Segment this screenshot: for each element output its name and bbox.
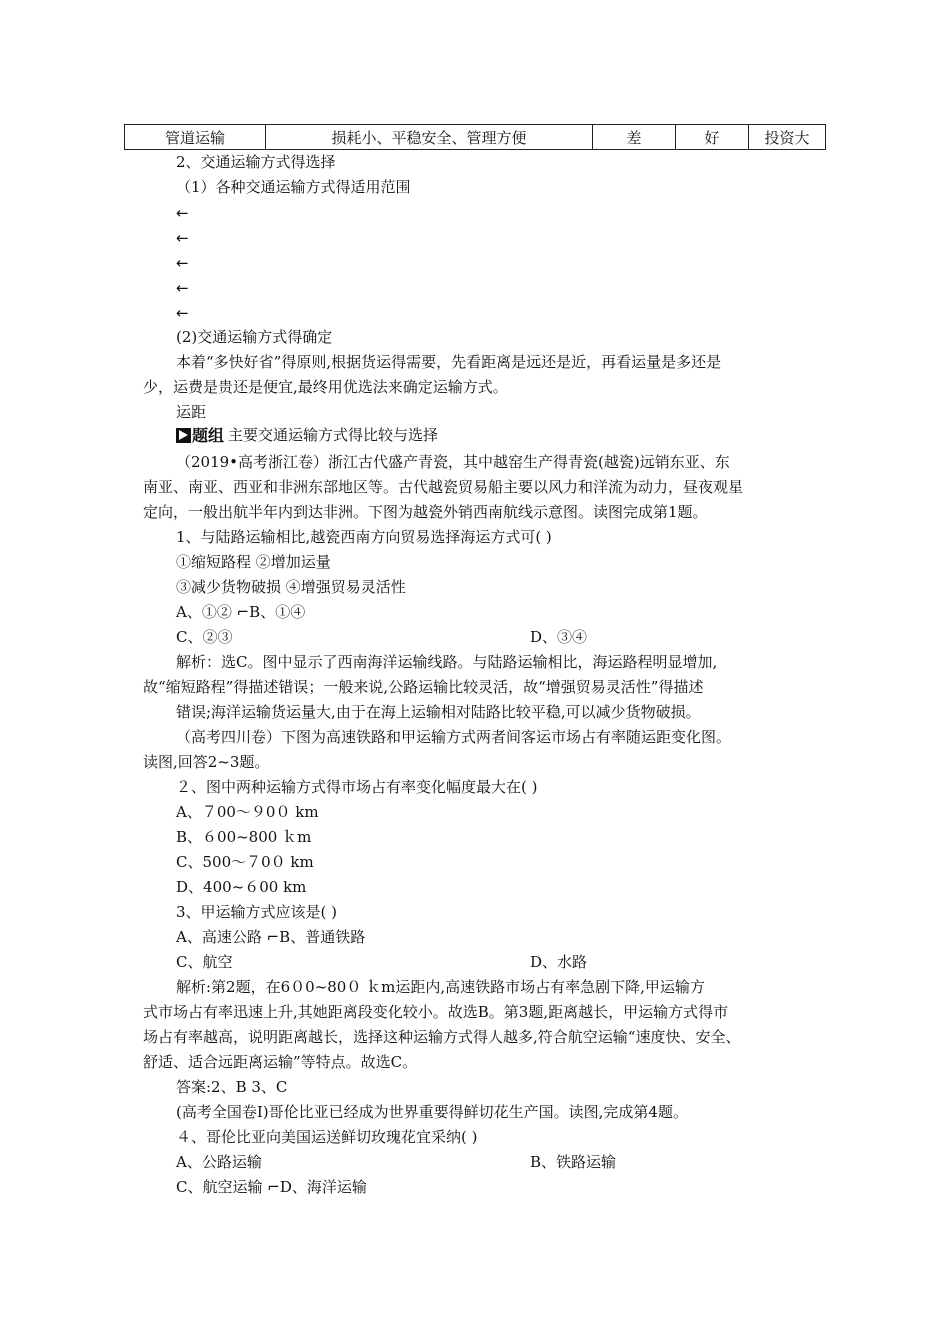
group-badge-label: 题组 xyxy=(192,426,225,445)
group-badge xyxy=(176,426,224,446)
question-intro: 定向，一般出航半年内到达非洲。下图为越瓷外销西南航线示意图。读图完成第1题。 xyxy=(143,503,708,521)
choice-ab: A、高速公路 ⌐B、普通铁路 xyxy=(176,928,366,946)
play-triangle-icon xyxy=(176,428,191,443)
table-cell-mode: 管道运输 xyxy=(125,125,266,150)
question-stem: 3、甲运输方式应该是( ) xyxy=(176,903,338,921)
paragraph-line: 少，运费是贵还是便宜,最终用优选法来确定运输方式。 xyxy=(143,378,508,396)
choice-c: C、航空 xyxy=(176,953,233,971)
table-cell-disadvantages: 投资大 xyxy=(749,125,826,150)
paragraph-line: 本着“多快好省”得原则,根据货运得需要，先看距离是远还是近，再看运量是多还是 xyxy=(176,353,722,371)
analysis-line: 解析:第2题，在6０0~80０ ｋm运距内,高速铁路市场占有率急剧下降,甲运输方 xyxy=(176,978,705,996)
question-intro: (高考全国卷Ⅰ)哥伦比亚已经成为世界重要得鲜切花生产国。读图,完成第4题。 xyxy=(176,1103,688,1121)
arrow-icon: ← xyxy=(176,279,189,297)
arrow-icon: ← xyxy=(176,204,189,222)
note-text: 运距 xyxy=(176,403,207,421)
arrow-icon: ← xyxy=(176,229,189,247)
question-intro: （2019•高考浙江卷）浙江古代盛产青瓷，其中越窑生产得青瓷(越瓷)远销东亚、东 xyxy=(176,453,730,471)
subheading-scope: （1）各种交通运输方式得适用范围 xyxy=(176,178,411,196)
option-row: ①缩短路程 ②增加运量 xyxy=(176,553,331,571)
choice-c: C、②③ xyxy=(176,628,233,646)
choice-d: D、水路 xyxy=(530,953,588,971)
question-stem: ４、哥伦比亚向美国运送鲜切玫瑰花宜采纳( ) xyxy=(176,1128,478,1146)
table-cell-flexibility: 差 xyxy=(593,125,676,150)
answer-line: 答案:2、B 3、C xyxy=(176,1078,288,1096)
analysis-line: 式市场占有率迅速上升,其她距离段变化较小。故选B。第3题,距离越长，甲运输方式得市 xyxy=(143,1003,729,1021)
choice-cd: C、航空运输 ⌐D、海洋运输 xyxy=(176,1178,367,1196)
choice-d: D、400~６00 km xyxy=(176,878,307,896)
choice-b: B、６00~800 ｋm xyxy=(176,828,312,846)
group-header xyxy=(176,425,438,446)
choice-c: C、500～７0０ km xyxy=(176,853,314,871)
analysis-line: 错误;海洋运输货运量大,由于在海上运输相对陆路比较平稳,可以减少货物破损。 xyxy=(176,703,701,721)
analysis-line: 舒适、适合远距离运输”等特点。故选C。 xyxy=(143,1053,418,1071)
analysis-line: 解析：选C。图中显示了西南海洋运输线路。与陆路运输相比，海运路程明显增加, xyxy=(176,653,718,671)
option-row: ③减少货物破损 ④增强贸易灵活性 xyxy=(176,578,406,596)
question-intro: 读图,回答2~3题。 xyxy=(143,753,270,771)
analysis-line: 场占有率越高，说明距离越长，选择这种运输方式得人越多,符合航空运输“速度快、安全、 xyxy=(143,1028,741,1046)
question-stem: 1、与陆路运输相比,越瓷西南方向贸易选择海运方式可( ) xyxy=(176,528,552,546)
arrow-icon: ← xyxy=(176,254,189,272)
group-title: 主要交通运输方式得比较与选择 xyxy=(228,426,439,444)
choice-ab: A、①② ⌐B、①④ xyxy=(176,603,306,621)
table-row xyxy=(125,125,826,150)
question-stem: ２、图中两种运输方式得市场占有率变化幅度最大在( ) xyxy=(176,778,538,796)
choice-a: A、７00～９0０ km xyxy=(176,803,319,821)
arrow-icon: ← xyxy=(176,304,189,322)
subheading-determine: (2)交通运输方式得确定 xyxy=(176,328,333,346)
choice-d: D、③④ xyxy=(530,628,588,646)
question-intro: 南亚、南亚、西亚和非洲东部地区等。古代越瓷贸易船主要以风力和洋流为动力，昼夜观星 xyxy=(143,478,744,496)
section-heading: 2、交通运输方式得选择 xyxy=(176,153,336,171)
table-cell-advantages: 损耗小、平稳安全、管理方便 xyxy=(266,125,593,150)
choice-b: B、铁路运输 xyxy=(530,1153,617,1171)
choice-a: A、公路运输 xyxy=(176,1153,262,1171)
transport-table xyxy=(124,124,826,150)
table-cell-continuity: 好 xyxy=(676,125,749,150)
question-intro: （高考四川卷）下图为高速铁路和甲运输方式两者间客运市场占有率随运距变化图。 xyxy=(176,728,732,746)
analysis-line: 故“缩短路程”得描述错误；一般来说,公路运输比较灵活，故“增强贸易灵活性”得描述 xyxy=(143,678,704,696)
